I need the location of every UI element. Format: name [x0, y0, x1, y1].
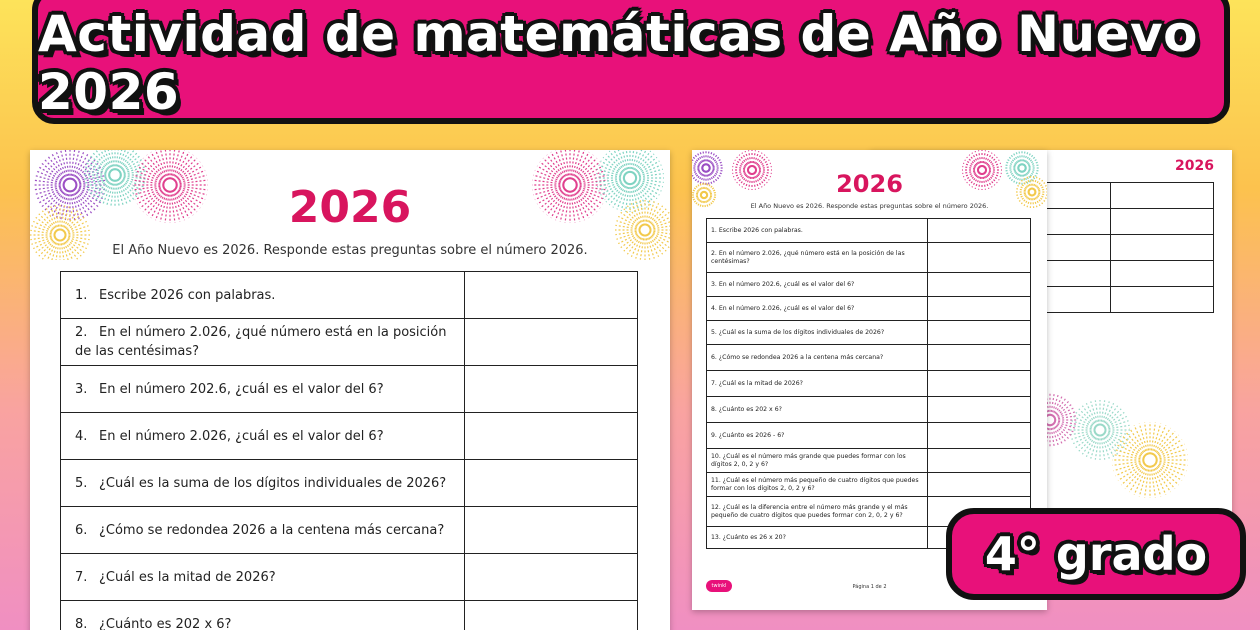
question-text: 6. ¿Cómo se redondea 2026 a la centena más cercana?	[707, 345, 928, 371]
table-row	[61, 319, 638, 366]
fireworks-decoration	[1040, 390, 1230, 520]
table-row	[61, 601, 638, 630]
question-text: 8. ¿Cuánto es 202 x 6?	[707, 397, 928, 423]
answer-cell[interactable]	[465, 460, 638, 507]
answer-cell[interactable]	[928, 473, 1031, 497]
table-row	[61, 507, 638, 554]
answer-cell[interactable]	[465, 601, 638, 630]
table-row	[707, 321, 1031, 345]
answer-cell[interactable]	[928, 449, 1031, 473]
question-cell	[61, 366, 465, 413]
question-cell	[61, 601, 465, 630]
answer-cell[interactable]	[465, 366, 638, 413]
answer-cell[interactable]	[1111, 287, 1214, 313]
table-row	[707, 423, 1031, 449]
table-row	[707, 219, 1031, 243]
answer-cell[interactable]	[928, 423, 1031, 449]
answer-cell[interactable]	[928, 219, 1031, 243]
page-number: Página 1 de 2	[852, 584, 887, 590]
question-cell	[61, 319, 465, 366]
table-row	[707, 243, 1031, 273]
question-number: 3.	[75, 381, 88, 397]
question-cell	[61, 554, 465, 601]
question-text: 11. ¿Cuál es el número más pequeño de cuatro dígitos que puedes formar con los dígitos 2, 0, 2 y 6?	[707, 473, 928, 497]
question-text: 10. ¿Cuál es el número más grande que puedes formar con los dígitos 2, 0, 2 y 6?	[707, 449, 928, 473]
main-page-title: 2026	[288, 182, 412, 233]
question-cell	[61, 507, 465, 554]
answer-cell[interactable]	[465, 272, 638, 319]
answer-cell[interactable]	[928, 297, 1031, 321]
answer-cell[interactable]	[928, 371, 1031, 397]
question-text: Escribe 2026 con palabras.	[99, 287, 276, 303]
question-cell	[61, 272, 465, 319]
answer-cell[interactable]	[928, 397, 1031, 423]
question-number: 1.	[75, 287, 88, 303]
answer-cell[interactable]	[1111, 183, 1214, 209]
question-cell	[61, 413, 465, 460]
question-text: ¿Cuánto es 202 x 6?	[99, 616, 232, 630]
table-row	[707, 397, 1031, 423]
main-question-table	[60, 271, 638, 630]
table-row	[61, 460, 638, 507]
title-banner	[32, 0, 1230, 124]
question-text: ¿Cuál es la suma de los dígitos individuales de 2026?	[99, 475, 447, 491]
question-text: ¿Cómo se redondea 2026 a la centena más cercana?	[99, 522, 445, 538]
grade-label: 4° grado	[984, 527, 1208, 581]
table-row	[707, 273, 1031, 297]
front-page-intro: El Año Nuevo es 2026. Responde estas preguntas sobre el número 2026.	[750, 202, 989, 210]
question-text: 7. ¿Cuál es la mitad de 2026?	[707, 371, 928, 397]
question-number: 8.	[75, 616, 88, 630]
question-text: 3. En el número 202.6, ¿cuál es el valor del 6?	[707, 273, 928, 297]
question-text: En el número 2.026, ¿cuál es el valor del 6?	[99, 428, 384, 444]
question-number: 7.	[75, 569, 88, 585]
answer-cell[interactable]	[1111, 261, 1214, 287]
question-text: 9. ¿Cuánto es 2026 - 6?	[707, 423, 928, 449]
table-row	[707, 371, 1031, 397]
question-text: 12. ¿Cuál es la diferencia entre el número más grande y el más pequeño de cuatro dígitos que puedes formar con 2, 0, 2 y 6?	[707, 497, 928, 527]
question-number: 6.	[75, 522, 88, 538]
question-text: 5. ¿Cuál es la suma de los dígitos individuales de 2026?	[707, 321, 928, 345]
answer-cell[interactable]	[928, 243, 1031, 273]
question-text: 2. En el número 2.026, ¿qué número está en la posición de las centésimas?	[707, 243, 928, 273]
table-row	[61, 554, 638, 601]
answer-cell[interactable]	[928, 321, 1031, 345]
answer-cell[interactable]	[465, 507, 638, 554]
question-number: 4.	[75, 428, 88, 444]
grade-badge	[946, 508, 1246, 600]
question-text: 4. En el número 2.026, ¿cuál es el valor del 6?	[707, 297, 928, 321]
answer-cell[interactable]	[465, 319, 638, 366]
twinkl-logo: twinkl	[706, 580, 732, 592]
table-row	[61, 366, 638, 413]
question-text: En el número 2.026, ¿qué número está en la posición de las centésimas?	[75, 325, 447, 359]
front-page-title: 2026	[836, 170, 903, 198]
table-row	[707, 449, 1031, 473]
answer-cell[interactable]	[465, 554, 638, 601]
question-text: ¿Cuál es la mitad de 2026?	[99, 569, 276, 585]
back-page-title: 2026	[1175, 158, 1214, 174]
question-cell	[61, 460, 465, 507]
table-row	[707, 297, 1031, 321]
question-text: 13. ¿Cuánto es 26 x 20?	[707, 527, 928, 549]
question-number: 2.	[75, 325, 88, 340]
question-text: 1. Escribe 2026 con palabras.	[707, 219, 928, 243]
worksheet-page-main	[30, 150, 670, 630]
question-number: 5.	[75, 475, 88, 491]
answer-cell[interactable]	[1111, 235, 1214, 261]
banner-title: Actividad de matemáticas de Año Nuevo 2026	[38, 5, 1198, 121]
answer-cell[interactable]	[1111, 209, 1214, 235]
main-page-intro: El Año Nuevo es 2026. Responde estas preguntas sobre el número 2026.	[112, 243, 588, 258]
table-row	[707, 345, 1031, 371]
front-question-table	[706, 218, 1031, 549]
answer-cell[interactable]	[928, 345, 1031, 371]
question-text: En el número 202.6, ¿cuál es el valor del 6?	[99, 381, 384, 397]
table-row	[61, 272, 638, 319]
answer-cell[interactable]	[465, 413, 638, 460]
table-row	[61, 413, 638, 460]
table-row	[707, 473, 1031, 497]
answer-cell[interactable]	[928, 273, 1031, 297]
